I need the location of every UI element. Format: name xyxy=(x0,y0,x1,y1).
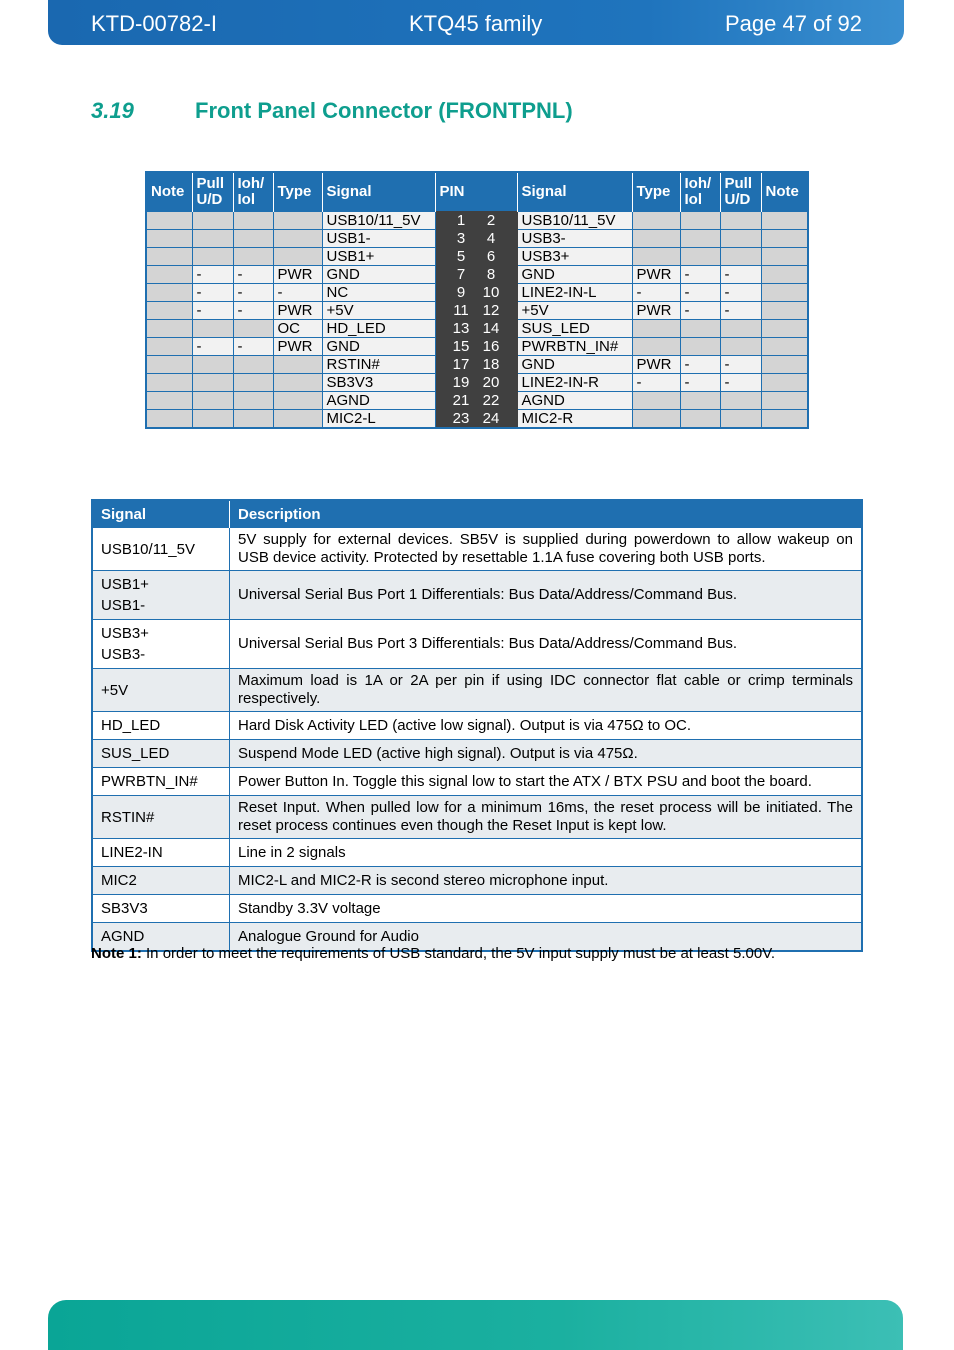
pin-number: 11 xyxy=(453,302,469,319)
signal-name-cell xyxy=(92,740,230,768)
pin-cell xyxy=(435,266,517,284)
note-cell xyxy=(761,284,808,302)
footnote xyxy=(91,945,775,963)
ioh-cell xyxy=(680,338,720,356)
ioh-cell xyxy=(233,248,273,266)
signal-cell: USB3- xyxy=(517,230,632,248)
description-cell: Universal Serial Bus Port 3 Differentials: Bus Data/Address/Command Bus. xyxy=(230,620,863,669)
note-cell xyxy=(761,320,808,338)
pin-cell xyxy=(435,230,517,248)
ioh-cell: - xyxy=(680,356,720,374)
pin-number: 1 xyxy=(456,212,466,229)
pull-cell xyxy=(192,410,233,429)
table-row xyxy=(146,230,808,248)
description-cell: Standby 3.3V voltage xyxy=(230,895,863,923)
pull-cell: - xyxy=(192,302,233,320)
pin-number: 19 xyxy=(452,374,470,391)
signal-cell: USB1- xyxy=(322,230,435,248)
note-cell xyxy=(761,230,808,248)
ioh-cell xyxy=(233,230,273,248)
signal-name-cell xyxy=(92,895,230,923)
type-cell xyxy=(632,212,680,230)
pull-cell: - xyxy=(192,284,233,302)
table-row xyxy=(146,338,808,356)
table-row xyxy=(92,867,862,895)
signal-name-cell xyxy=(92,796,230,839)
pull-cell xyxy=(192,212,233,230)
signal-cell: SB3V3 xyxy=(322,374,435,392)
pin-number: 7 xyxy=(456,266,466,283)
pin-number: 18 xyxy=(482,356,500,373)
type-cell: - xyxy=(632,284,680,302)
ioh-cell xyxy=(233,410,273,429)
ioh-cell: - xyxy=(680,302,720,320)
type-cell xyxy=(632,410,680,429)
pin-col-header: Type xyxy=(632,172,680,212)
signal-name-cell xyxy=(92,528,230,571)
type-cell: - xyxy=(632,374,680,392)
pin-cell xyxy=(435,356,517,374)
table-row xyxy=(92,620,862,669)
type-cell xyxy=(273,230,322,248)
signal-name: LINE2-IN xyxy=(101,844,163,861)
signal-name: USB3- xyxy=(101,646,146,663)
page-number: Page 47 of 92 xyxy=(724,11,862,36)
pin-number: 4 xyxy=(486,230,496,247)
note-cell xyxy=(146,248,192,266)
ioh-cell xyxy=(680,248,720,266)
signal-name: +5V xyxy=(101,681,129,699)
signal-cell: +5V xyxy=(517,302,632,320)
pin-cell xyxy=(435,248,517,266)
pull-cell xyxy=(192,392,233,410)
type-cell xyxy=(273,374,322,392)
table-row xyxy=(146,320,808,338)
pull-cell xyxy=(192,248,233,266)
type-cell: OC xyxy=(273,320,322,338)
signal-name: RSTIN# xyxy=(101,808,155,826)
signal-name: MIC2 xyxy=(101,872,137,889)
ioh-cell: - xyxy=(680,266,720,284)
signal-name-cell xyxy=(92,768,230,796)
pin-number: 21 xyxy=(452,392,470,409)
pin-number: 16 xyxy=(482,338,500,355)
pin-col-header: Note xyxy=(146,172,192,212)
table-row xyxy=(146,212,808,230)
desc-table-header xyxy=(92,500,862,528)
pin-col-header: Ioh/ Iol xyxy=(233,172,273,212)
section-heading xyxy=(91,97,573,125)
ioh-cell: - xyxy=(233,302,273,320)
signal-cell: USB10/11_5V xyxy=(322,212,435,230)
table-row xyxy=(92,895,862,923)
signal-cell: RSTIN# xyxy=(322,356,435,374)
table-row xyxy=(92,669,862,712)
signal-name: PWRBTN_IN# xyxy=(101,773,198,790)
signal-name: USB10/11_5V xyxy=(101,540,195,558)
type-cell xyxy=(273,248,322,266)
pull-cell xyxy=(192,374,233,392)
pin-col-header: Pull U/D xyxy=(720,172,761,212)
type-cell: PWR xyxy=(273,338,322,356)
pull-cell xyxy=(720,212,761,230)
signal-cell: USB10/11_5V xyxy=(517,212,632,230)
signal-name: USB1- xyxy=(101,597,146,614)
note-cell xyxy=(761,302,808,320)
pin-table-header xyxy=(146,172,808,212)
note-cell xyxy=(146,212,192,230)
pin-cell xyxy=(435,284,517,302)
note-cell xyxy=(146,320,192,338)
description-cell: Analogue Ground for Audio xyxy=(230,923,863,952)
signal-cell: +5V xyxy=(322,302,435,320)
note-cell xyxy=(761,374,808,392)
pin-number: 12 xyxy=(482,302,500,319)
signal-cell: NC xyxy=(322,284,435,302)
pin-cell xyxy=(435,302,517,320)
type-cell xyxy=(632,392,680,410)
pin-number: 6 xyxy=(486,248,496,265)
signal-name: USB1+ xyxy=(101,576,149,593)
pin-assignment-table xyxy=(145,171,809,429)
type-cell: PWR xyxy=(632,302,680,320)
note-cell xyxy=(146,230,192,248)
type-cell xyxy=(273,212,322,230)
description-cell: Maximum load is 1A or 2A per pin if using IDC connector flat cable or crimp terminals respectively. xyxy=(230,669,863,712)
signal-name-cell xyxy=(92,620,230,669)
table-row xyxy=(92,839,862,867)
pull-cell xyxy=(720,392,761,410)
description-cell: Line in 2 signals xyxy=(230,839,863,867)
ioh-cell: - xyxy=(680,374,720,392)
table-row xyxy=(146,410,808,429)
table-row xyxy=(146,284,808,302)
signal-name: SUS_LED xyxy=(101,745,170,762)
pull-cell xyxy=(720,410,761,429)
signal-name: AGND xyxy=(101,928,145,945)
table-row xyxy=(92,768,862,796)
ioh-cell: - xyxy=(680,284,720,302)
note-label: Note 1: xyxy=(91,945,142,962)
desc-col-header: Description xyxy=(230,500,863,528)
pull-cell: - xyxy=(192,338,233,356)
type-cell xyxy=(273,410,322,429)
type-cell xyxy=(632,230,680,248)
ioh-cell xyxy=(680,212,720,230)
pin-cell xyxy=(435,338,517,356)
description-cell: Hard Disk Activity LED (active low signal). Output is via 475Ω to OC. xyxy=(230,712,863,740)
signal-cell: LINE2-IN-R xyxy=(517,374,632,392)
pin-col-header: Signal xyxy=(517,172,632,212)
signal-name-cell xyxy=(92,712,230,740)
description-cell: Universal Serial Bus Port 1 Differentials: Bus Data/Address/Command Bus. xyxy=(230,571,863,620)
signal-cell: GND xyxy=(322,338,435,356)
pin-col-header: Ioh/ Iol xyxy=(680,172,720,212)
table-row xyxy=(92,740,862,768)
note-cell xyxy=(761,356,808,374)
description-cell: MIC2-L and MIC2-R is second stereo microphone input. xyxy=(230,867,863,895)
description-cell: Reset Input. When pulled low for a minimum 16ms, the reset process will be initiated. The reset process continues even though the Reset Input is kept low. xyxy=(230,796,863,839)
table-row xyxy=(146,356,808,374)
pin-number: 10 xyxy=(482,284,500,301)
table-row xyxy=(146,374,808,392)
pin-col-header: Signal xyxy=(322,172,435,212)
page-footer xyxy=(48,1300,903,1350)
ioh-cell: - xyxy=(233,338,273,356)
signal-name-cell xyxy=(92,669,230,712)
doc-id: KTD-00782-I xyxy=(91,11,217,36)
note-cell xyxy=(146,410,192,429)
ioh-cell xyxy=(680,392,720,410)
ioh-cell xyxy=(233,374,273,392)
ioh-cell: - xyxy=(233,284,273,302)
signal-description-table xyxy=(91,499,863,952)
note-cell xyxy=(761,392,808,410)
signal-cell: LINE2-IN-L xyxy=(517,284,632,302)
table-row xyxy=(92,712,862,740)
note-cell xyxy=(146,356,192,374)
pin-number: 15 xyxy=(452,338,470,355)
signal-name-cell xyxy=(92,839,230,867)
pin-cell xyxy=(435,410,517,429)
pull-cell: - xyxy=(720,266,761,284)
note-cell xyxy=(761,338,808,356)
note-cell xyxy=(146,266,192,284)
pin-cell xyxy=(435,320,517,338)
ioh-cell xyxy=(233,212,273,230)
note-text: In order to meet the requirements of USB standard, the 5V input supply must be at least 5.00V. xyxy=(141,945,775,962)
pull-cell: - xyxy=(720,374,761,392)
type-cell: PWR xyxy=(273,266,322,284)
description-cell: 5V supply for external devices. SB5V is supplied during powerdown to allow wakeup on USB device activity. Protected by resettable 1.1A fuse covering both USB ports. xyxy=(230,528,863,571)
signal-name: USB3+ xyxy=(101,625,149,642)
type-cell xyxy=(632,338,680,356)
pin-cell xyxy=(435,212,517,230)
ioh-cell xyxy=(680,410,720,429)
signal-cell: AGND xyxy=(322,392,435,410)
pull-cell xyxy=(720,338,761,356)
pin-number: 9 xyxy=(456,284,466,301)
pin-cell xyxy=(435,392,517,410)
table-row xyxy=(146,248,808,266)
description-cell: Power Button In. Toggle this signal low to start the ATX / BTX PSU and boot the board. xyxy=(230,768,863,796)
pin-number: 20 xyxy=(482,374,500,391)
pull-cell xyxy=(192,320,233,338)
pin-number: 17 xyxy=(452,356,470,373)
note-cell xyxy=(761,410,808,429)
signal-cell: MIC2-L xyxy=(322,410,435,429)
table-row xyxy=(146,266,808,284)
pull-cell: - xyxy=(192,266,233,284)
note-cell xyxy=(146,374,192,392)
pin-number: 13 xyxy=(452,320,470,337)
signal-cell: GND xyxy=(517,266,632,284)
signal-cell: PWRBTN_IN# xyxy=(517,338,632,356)
signal-cell: HD_LED xyxy=(322,320,435,338)
pin-number: 23 xyxy=(452,410,470,427)
ioh-cell: - xyxy=(233,266,273,284)
table-row xyxy=(146,302,808,320)
type-cell: - xyxy=(273,284,322,302)
pin-col-header: Type xyxy=(273,172,322,212)
signal-name: SB3V3 xyxy=(101,900,148,917)
signal-name: HD_LED xyxy=(101,717,161,734)
description-cell: Suspend Mode LED (active high signal). Output is via 475Ω. xyxy=(230,740,863,768)
pull-cell xyxy=(720,248,761,266)
desc-col-header: Signal xyxy=(92,500,230,528)
pin-cell xyxy=(435,374,517,392)
table-row xyxy=(92,796,862,839)
pull-cell: - xyxy=(720,302,761,320)
section-title: Front Panel Connector (FRONTPNL) xyxy=(195,98,573,123)
product-family: KTQ45 family xyxy=(409,11,543,36)
pin-number: 8 xyxy=(486,266,496,283)
pin-col-header: PIN xyxy=(435,172,517,212)
ioh-cell xyxy=(680,230,720,248)
type-cell xyxy=(632,248,680,266)
ioh-cell xyxy=(233,356,273,374)
pin-number: 24 xyxy=(482,410,500,427)
note-cell xyxy=(146,284,192,302)
signal-cell: GND xyxy=(322,266,435,284)
signal-cell: MIC2-R xyxy=(517,410,632,429)
signal-cell: USB1+ xyxy=(322,248,435,266)
type-cell: PWR xyxy=(632,266,680,284)
type-cell xyxy=(273,356,322,374)
note-cell xyxy=(146,392,192,410)
signal-cell: SUS_LED xyxy=(517,320,632,338)
note-cell xyxy=(761,248,808,266)
page-header xyxy=(48,0,904,45)
ioh-cell xyxy=(680,320,720,338)
pin-number: 3 xyxy=(456,230,466,247)
type-cell xyxy=(273,392,322,410)
type-cell: PWR xyxy=(273,302,322,320)
pin-number: 5 xyxy=(456,248,466,265)
pull-cell xyxy=(192,230,233,248)
table-row xyxy=(146,392,808,410)
ioh-cell xyxy=(233,392,273,410)
section-number: 3.19 xyxy=(91,98,134,123)
pull-cell xyxy=(720,230,761,248)
table-row xyxy=(92,528,862,571)
signal-cell: GND xyxy=(517,356,632,374)
signal-name-cell xyxy=(92,867,230,895)
table-row xyxy=(92,571,862,620)
note-cell xyxy=(761,266,808,284)
pull-cell xyxy=(720,320,761,338)
pull-cell: - xyxy=(720,356,761,374)
pin-number: 14 xyxy=(482,320,500,337)
pin-col-header: Note xyxy=(761,172,808,212)
note-cell xyxy=(146,338,192,356)
signal-name-cell xyxy=(92,571,230,620)
type-cell xyxy=(632,320,680,338)
signal-cell: AGND xyxy=(517,392,632,410)
ioh-cell xyxy=(233,320,273,338)
pin-number: 2 xyxy=(486,212,496,229)
note-cell xyxy=(761,212,808,230)
pin-col-header: Pull U/D xyxy=(192,172,233,212)
pull-cell: - xyxy=(720,284,761,302)
type-cell: PWR xyxy=(632,356,680,374)
note-cell xyxy=(146,302,192,320)
signal-cell: USB3+ xyxy=(517,248,632,266)
pull-cell xyxy=(192,356,233,374)
pin-number: 22 xyxy=(482,392,500,409)
